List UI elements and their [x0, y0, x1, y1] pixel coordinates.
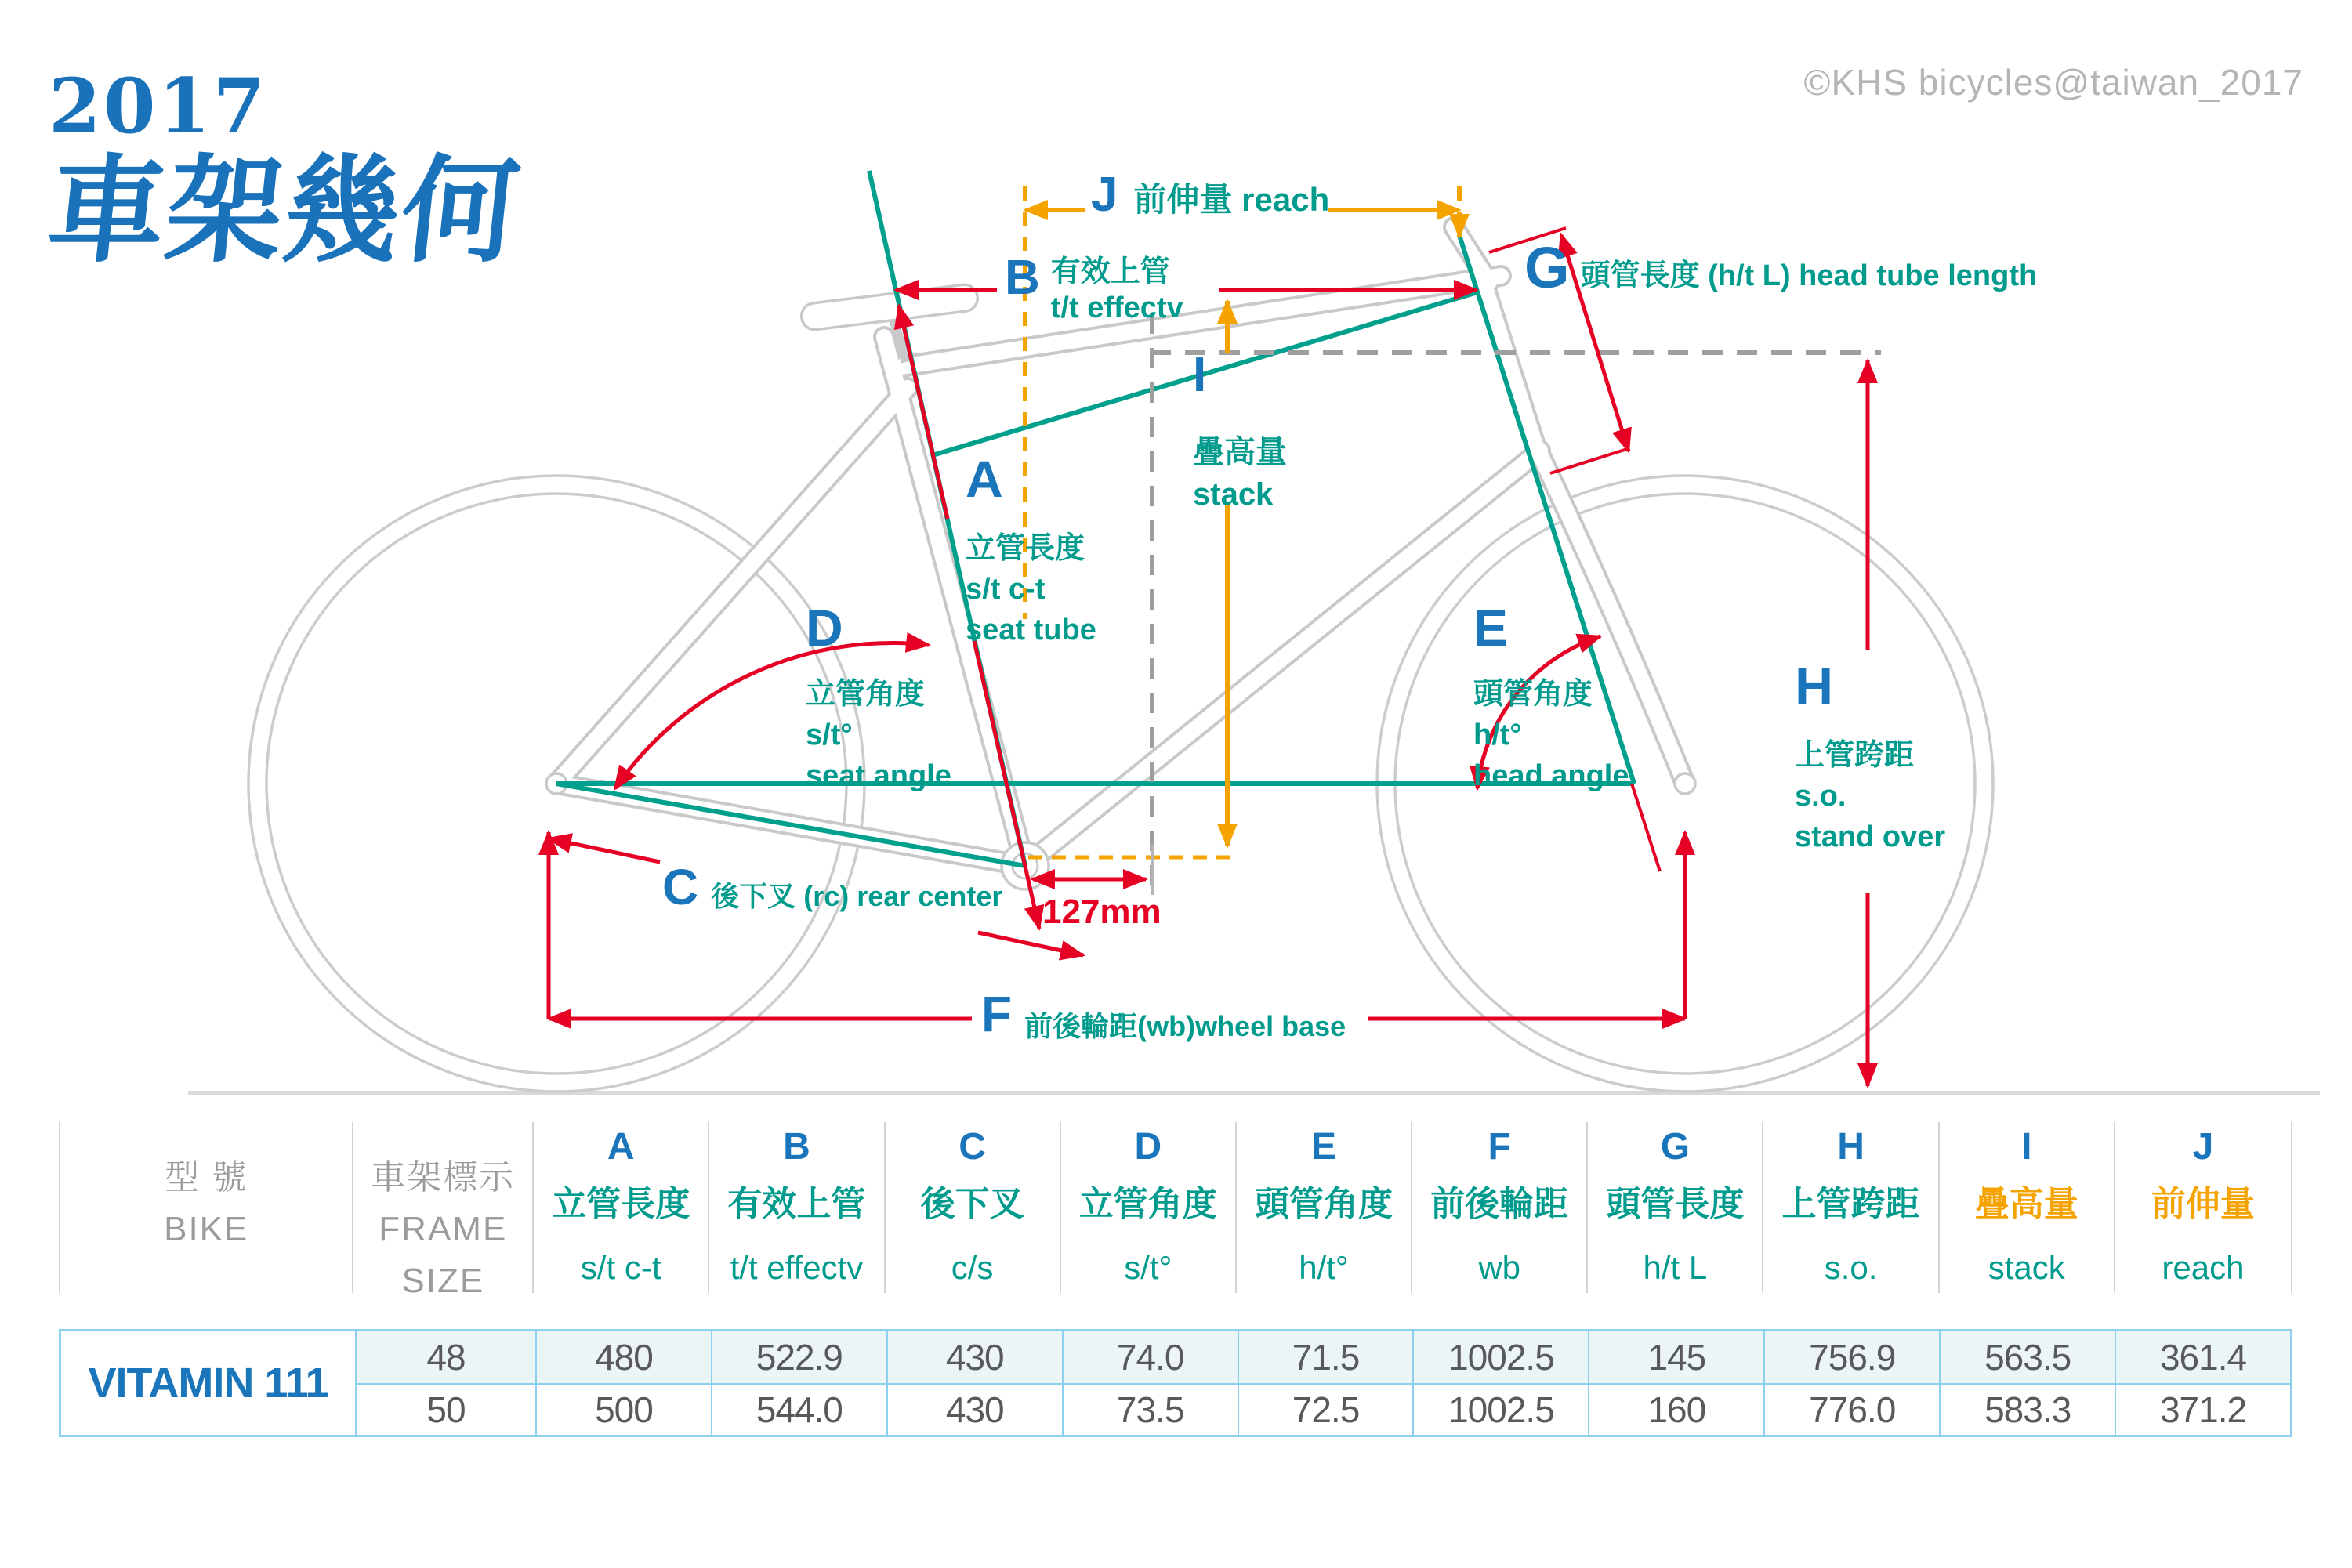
row-48-C: 430: [886, 1331, 1062, 1383]
row-50-B: 544.0: [711, 1383, 886, 1435]
model-name: VITAMIN 111: [61, 1331, 355, 1435]
page-title: 車架幾何: [42, 147, 527, 276]
header-col-J: J 前伸量 reach: [2151, 1126, 2255, 1287]
label-H-stand-over: H 上管跨距 s.o. stand over: [1795, 657, 1946, 853]
row-50-C: 430: [886, 1383, 1062, 1435]
row-50-J: 371.2: [2115, 1383, 2290, 1435]
row-48-G: 145: [1588, 1331, 1763, 1383]
label-A-seat-tube: A 立管長度 s/t c-t seat tube: [966, 450, 1096, 646]
label-D-seat-angle: D 立管角度 s/t° seat angle: [806, 599, 951, 792]
header-col-C: C 後下叉 c/s: [886, 1122, 1061, 1293]
row-50-G: 160: [1588, 1383, 1763, 1435]
row-50-D: 73.5: [1062, 1383, 1238, 1435]
row-48-H: 756.9: [1763, 1331, 1939, 1383]
row-48-D: 74.0: [1062, 1331, 1238, 1383]
row-48-A: 480: [535, 1331, 711, 1383]
label-E-head-angle: E 頭管角度 h/t° head angle: [1473, 599, 1629, 792]
header-col-F: F 前後輪距 wb: [1412, 1122, 1588, 1293]
label-F-wheel-base: F 前後輪距(wb)wheel base: [981, 986, 1346, 1042]
title-year: 2017: [49, 62, 268, 150]
header-col-H: H 上管跨距 s.o.: [1763, 1122, 1939, 1293]
label-bb-offset-127mm: 127mm: [1042, 893, 1162, 931]
row-48-I: 563.5: [1939, 1331, 2115, 1383]
label-G-head-tube-length: G 頭管長度 (h/t L) head tube length: [1524, 235, 2038, 300]
row-50-H: 776.0: [1763, 1383, 1939, 1435]
header-bike: 型 號 BIKE: [60, 1122, 353, 1293]
header-col-B: B 有效上管 t/t effectv: [709, 1122, 885, 1293]
header-frame-size: 車架標示 FRAME SIZE: [353, 1122, 534, 1293]
table-header-row: [59, 1122, 2292, 1300]
row-48-F: 1002.5: [1412, 1331, 1588, 1383]
label-B-effective-top-tube: B 有效上管 t/t effectv: [1005, 251, 1183, 324]
row-48-B: 522.9: [711, 1331, 886, 1383]
row-50-size: 50: [355, 1383, 535, 1435]
row-50-A: 500: [535, 1383, 711, 1435]
header-col-A: A 立管長度 s/t c-t: [534, 1122, 709, 1293]
header-col-E: E 頭管角度 h/t°: [1237, 1122, 1412, 1293]
row-50-E: 72.5: [1238, 1383, 1413, 1435]
header-col-I: I 疊高量 stack: [1940, 1122, 2115, 1293]
row-48-E: 71.5: [1238, 1331, 1413, 1383]
copyright-text: ©KHS bicycles@taiwan_2017: [1803, 62, 2303, 103]
row-50-F: 1002.5: [1412, 1383, 1588, 1435]
row-48-size: 48: [355, 1331, 535, 1383]
label-J-reach: J 前伸量 reach: [1091, 168, 1330, 222]
header-col-G: G 頭管長度 h/t L: [1588, 1122, 1763, 1293]
table-data: [59, 1329, 2292, 1437]
label-C-rear-center: C 後下叉 (rc) rear center: [662, 859, 1003, 915]
row-48-J: 361.4: [2115, 1331, 2290, 1383]
header-col-D: D 立管角度 s/t°: [1061, 1122, 1237, 1293]
label-I-stack: I 疊高量 stack: [1193, 348, 1287, 512]
geometry-table: [59, 1122, 2292, 1437]
row-50-I: 583.3: [1939, 1383, 2115, 1435]
